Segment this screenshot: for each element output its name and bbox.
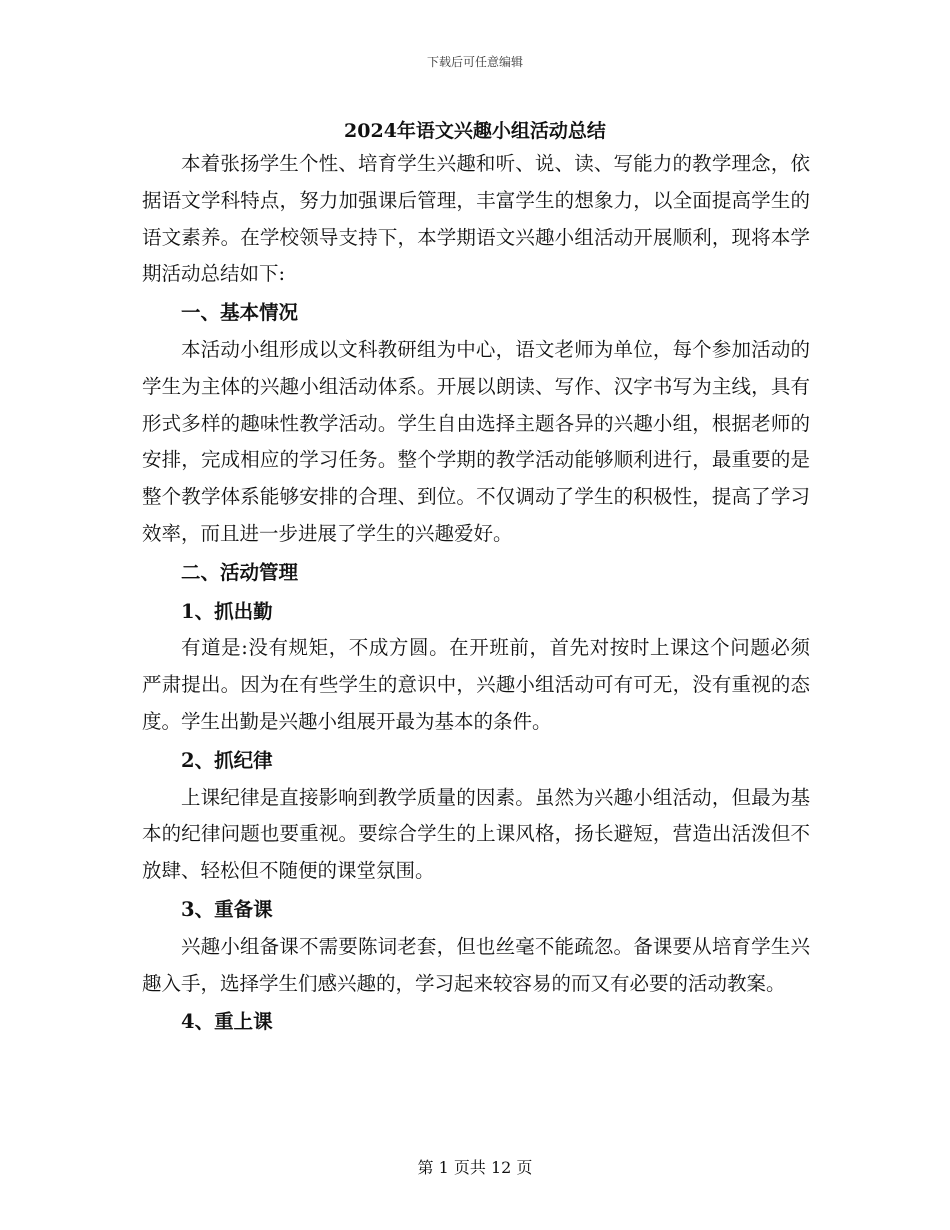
intro-paragraph: 本着张扬学生个性、培育学生兴趣和听、说、读、写能力的教学理念，依据语文学科特点，努力加强课后管理，丰富学生的想象力，以全面提高学生的语文素养。在学校领导支持下，本学期语文兴趣小组活动开展顺利，现将本学期活动总结如下: [142, 152, 810, 286]
subsection-heading-discipline: 2、抓纪律 [181, 748, 273, 772]
section-heading-activity-management: 二、活动管理 [181, 560, 299, 584]
document-body [142, 146, 810, 1041]
page-header-note: 下载后可任意编辑 [426, 55, 523, 69]
subsection-heading-lesson-prep: 3、重备课 [181, 897, 273, 921]
subsection-paragraph-lesson-prep: 兴趣小组备课不需要陈词老套，但也丝毫不能疏忽。备课要从培育学生兴趣入手，选择学生们感兴趣的，学习起来较容易的而又有必要的活动教案。 [142, 934, 810, 995]
document-title: 2024年语文兴趣小组活动总结 [344, 120, 606, 142]
subsection-paragraph-discipline: 上课纪律是直接影响到教学质量的因素。虽然为兴趣小组活动，但最为基本的纪律问题也要重视。要综合学生的上课风格，扬长避短，营造出活泼但不放肆、轻松但不随便的课堂氛围。 [142, 785, 810, 883]
subsection-paragraph-attendance: 有道是:没有规矩，不成方圆。在开班前，首先对按时上课这个问题必须严肃提出。因为在有些学生的意识中，兴趣小组活动可有可无，没有重视的态度。学生出勤是兴趣小组展开最为基本的条件。 [142, 636, 810, 733]
subsection-heading-teaching: 4、重上课 [181, 1010, 273, 1034]
page-number-footer: 第 1 页共 12 页 [417, 1158, 533, 1177]
section-heading-basic-situation: 一、基本情况 [181, 301, 299, 325]
subsection-heading-attendance: 1、抓出勤 [181, 599, 273, 623]
section-paragraph-basic-situation: 本活动小组形成以文科教研组为中心，语文老师为单位，每个参加活动的学生为主体的兴趣小组活动体系。开展以朗读、写作、汉字书写为主线，具有形式多样的趣味性教学活动。学生自由选择主题各异的兴趣小组，根据老师的安排，完成相应的学习任务。整个学期的教学活动能够顺利进行，最重要的是整个教学体系能够安排的合理、到位。不仅调动了学生的积极性，提高了学习效率，而且进一步进展了学生的兴趣爱好。 [142, 337, 810, 545]
